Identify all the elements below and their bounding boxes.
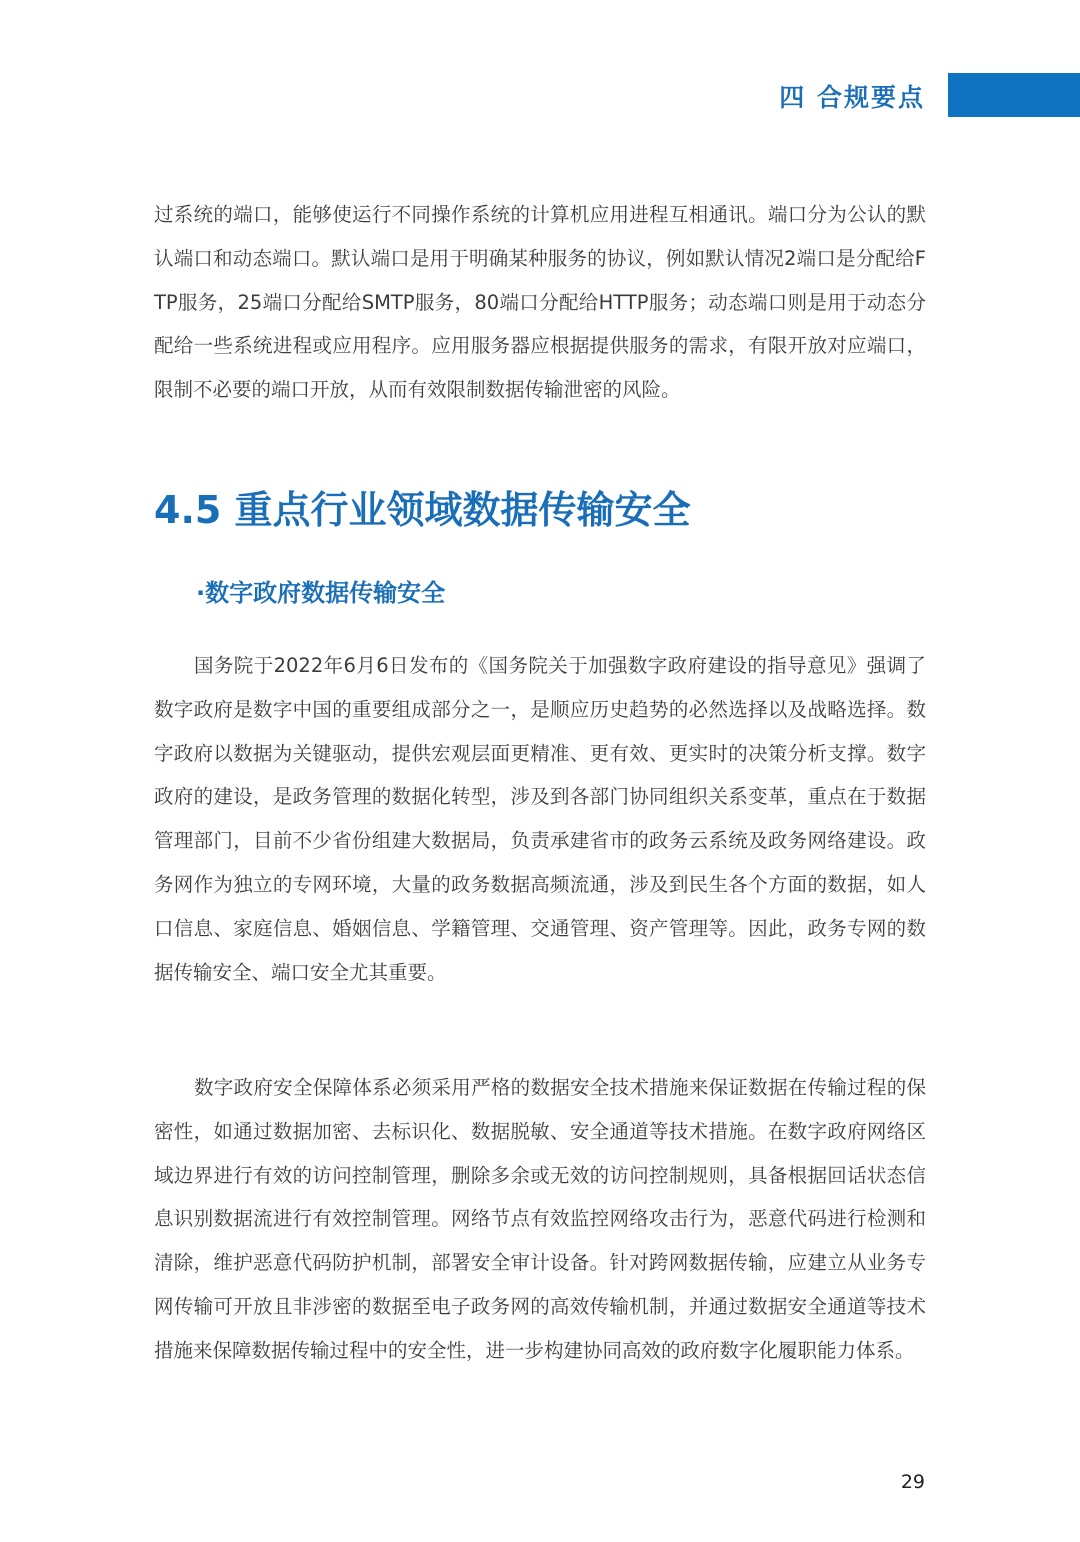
intro-paragraph: 过系统的端口，能够使运行不同操作系统的计算机应用进程互相通讯。端口分为公认的默认端口和动态端口。默认端口是用于明确某种服务的协议，例如默认情况2端口是分配给FTP服务，25端口分配给SMTP服务，80端口分配给HTTP服务；动态端口则是用于动态分配给一些系统进程或应用程序。应用服务器应根据提供服务的需求，有限开放对应端口，限制不必要的端口开放，从而有效限制数据传输泄密的风险。 (154, 203, 926, 402)
chapter-accent-bar (948, 73, 1080, 117)
section-title: 4.5 重点行业领域数据传输安全 (154, 488, 691, 532)
chapter-accent-bar-fill (948, 73, 1080, 117)
subsection-title: ·数字政府数据传输安全 (196, 579, 446, 607)
chapter-header: 四 合规要点 (779, 83, 925, 112)
body-paragraph-1: 国务院于2022年6月6日发布的《国务院关于加强数字政府建设的指导意见》强调了数字政府是数字中国的重要组成部分之一，是顺应历史趋势的必然选择以及战略选择。数字政府以数据为关键驱动，提供宏观层面更精准、更有效、更实时的决策分析支撑。数字政府的建设，是政务管理的数据化转型，涉及到各部门协同组织关系变革，重点在于数据管理部门，目前不少省份组建大数据局，负责承建省市的政务云系统及政务网络建设。政务网作为独立的专网环境，大量的政务数据高频流通，涉及到民生各个方面的数据，如人口信息、家庭信息、婚姻信息、学籍管理、交通管理、资产管理等。因此，政务专网的数据传输安全、端口安全尤其重要。 (154, 654, 926, 984)
page-number: 29 (900, 1471, 925, 1493)
body-paragraph-2: 数字政府安全保障体系必须采用严格的数据安全技术措施来保证数据在传输过程的保密性，如通过数据加密、去标识化、数据脱敏、安全通道等技术措施。在数字政府网络区域边界进行有效的访问控制管理，删除多余或无效的访问控制规则，具备根据回话状态信息识别数据流进行有效控制管理。网络节点有效监控网络攻击行为，恶意代码进行检测和清除，维护恶意代码防护机制，部署安全审计设备。针对跨网数据传输，应建立从业务专网传输可开放且非涉密的数据至电子政务网的高效传输机制，并通过数据安全通道等技术措施来保障数据传输过程中的安全性，进一步构建协同高效的政府数字化履职能力体系。 (154, 1076, 926, 1362)
